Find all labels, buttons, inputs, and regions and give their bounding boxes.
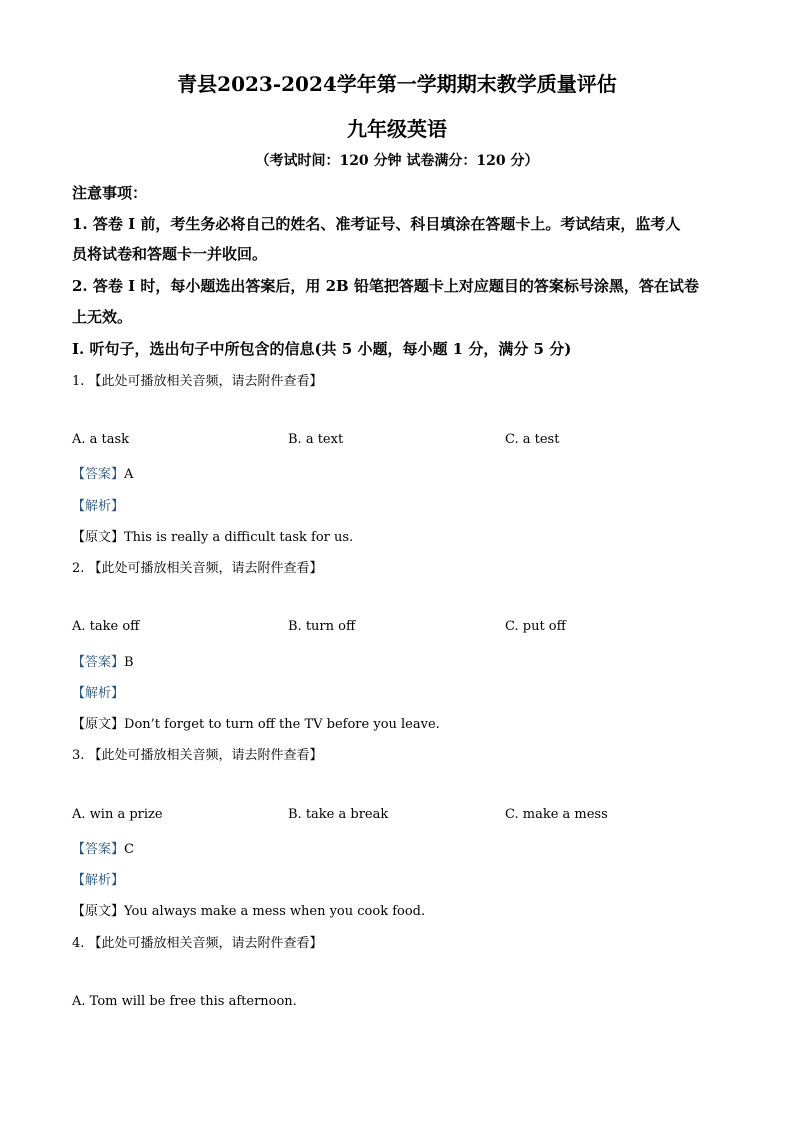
section-title: I. 听句子，选出句子中所包含的信息(共 5 小题，每小题 1 分，满分 5 分) [72,340,572,358]
note-1-line-1: 1. 答卷 I 前，考生务必将自己的姓名、准考证号、科目填涂在答题卡上。考试结束，监考人 [72,215,681,233]
answer-label: 【答案】 [72,655,125,670]
note-1-line-2: 员将试卷和答题卡一并收回。 [72,245,268,263]
answer-label: 【答案】 [72,842,125,857]
analysis-label: 【解析】 [72,873,125,888]
question-1-original: This is really a difficult task for us. [124,530,354,545]
question-4-option-a: A. Tom will be free this afternoon. [72,994,297,1009]
question-3-analysis-label [72,869,124,888]
question-2-original-row [72,713,440,732]
note-2-line-2: 上无效。 [72,308,133,326]
original-label: 【原文】 [72,717,125,732]
question-2-analysis-label [72,682,124,701]
question-1-option-a: A. a task [72,432,130,447]
question-3-original-row [72,900,425,919]
question-1-answer-row [72,463,133,482]
question-3-prompt: 3. 【此处可播放相关音频，请去附件查看】 [72,748,323,763]
question-1-analysis-label [72,495,124,514]
exam-meta: （考试时间：120 分钟 试卷满分：120 分） [255,153,539,169]
question-4-prompt: 4. 【此处可播放相关音频，请去附件查看】 [72,936,323,951]
question-2-option-b: B. turn off [288,619,356,634]
question-2-answer: B [124,655,134,670]
analysis-label: 【解析】 [72,499,125,514]
document-subtitle: 九年级英语 [347,117,447,141]
question-3-original: You always make a mess when you cook food. [124,904,426,919]
question-1-original-row [72,526,353,545]
notes-label: 注意事项： [72,184,148,202]
question-3-option-c: C. make a mess [505,807,608,822]
question-3-answer: C [124,842,134,857]
question-2-original: Don’t forget to turn off the TV before you leave. [124,717,440,732]
question-2-option-c: C. put off [505,619,566,634]
question-3-option-a: A. win a prize [72,807,163,822]
question-2-option-a: A. take off [72,619,140,634]
question-3-answer-row [72,838,134,857]
question-1-answer: A [124,467,134,482]
original-label: 【原文】 [72,904,125,919]
question-2-answer-row [72,651,134,670]
analysis-label: 【解析】 [72,686,125,701]
question-2-prompt: 2. 【此处可播放相关音频，请去附件查看】 [72,561,323,576]
question-1-option-b: B. a text [288,432,344,447]
note-2-line-1: 2. 答卷 I 时，每小题选出答案后，用 2B 铅笔把答题卡上对应题目的答案标号涂黑，答在试卷 [72,277,699,295]
question-1-prompt: 1. 【此处可播放相关音频，请去附件查看】 [72,374,323,389]
document-title: 青县2023-2024学年第一学期期末教学质量评估 [177,72,617,96]
question-1-option-c: C. a test [505,432,560,447]
question-3-option-b: B. take a break [288,807,389,822]
original-label: 【原文】 [72,530,125,545]
answer-label: 【答案】 [72,467,125,482]
